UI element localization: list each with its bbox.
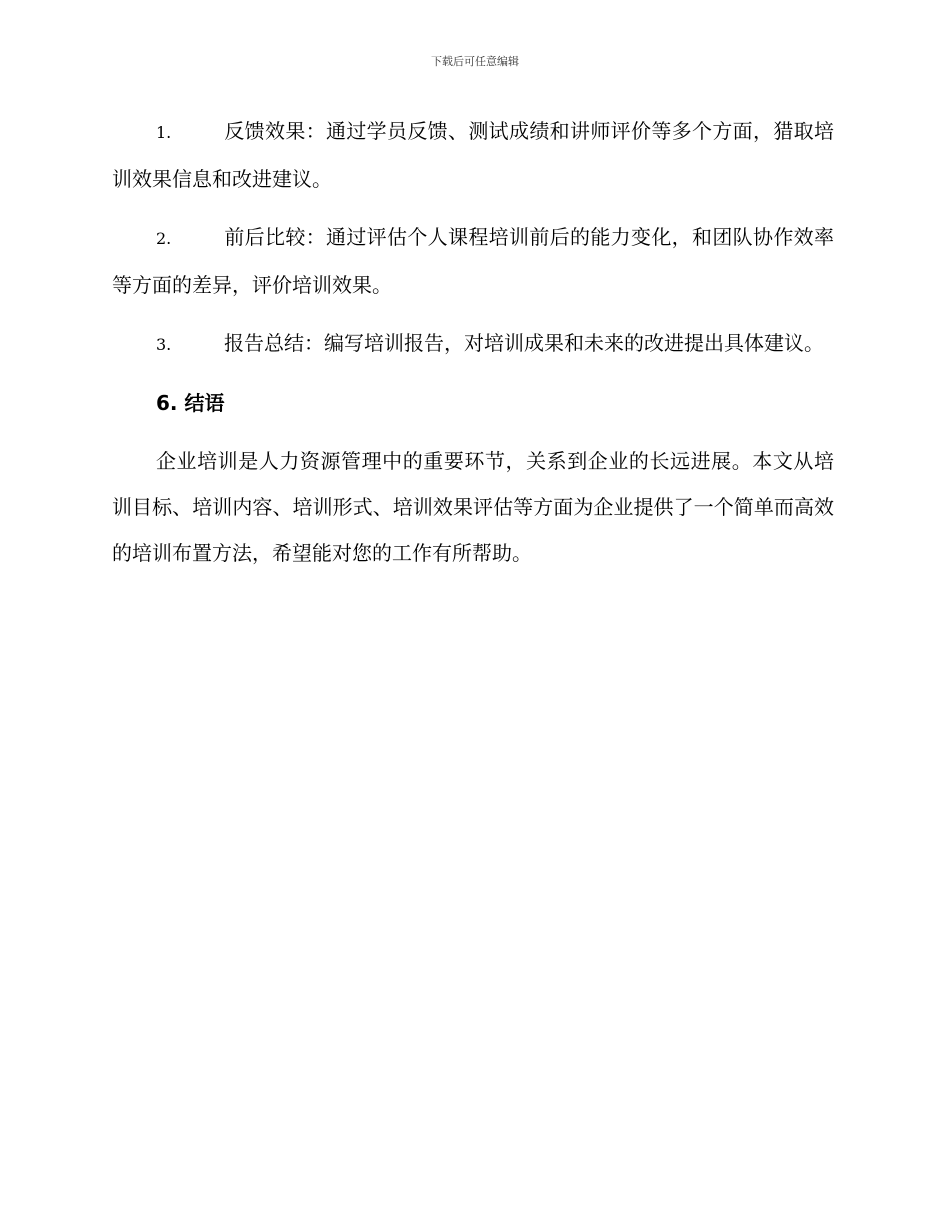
section-heading: 6. 结语 (156, 391, 225, 415)
conclusion-paragraph: 企业培训是人力资源管理中的重要环节，关系到企业的长远进展。本文从培训目标、培训内容、培训形式、培训效果评估等方面为企业提供了一个简单而高效的培训布置方法，希望能对您的工作有所帮助。 (112, 449, 834, 565)
list-item (112, 108, 834, 202)
list-item-number: 3. (156, 335, 172, 354)
list-item-text: 前后比较：通过评估个人课程培训前后的能力变化，和团队协作效率等方面的差异，评价培训效果。 (112, 225, 834, 297)
list-item-text: 反馈效果：通过学员反馈、测试成绩和讲师评价等多个方面，猎取培训效果信息和改进建议。 (112, 119, 834, 191)
list-item (112, 214, 834, 308)
header-note: 下载后可任意编辑 (431, 55, 519, 68)
list-item-text: 报告总结：编写培训报告，对培训成果和未来的改进提出具体建议。 (224, 331, 824, 355)
list-item (112, 320, 834, 368)
list-item-number: 1. (156, 123, 172, 142)
document-body (112, 108, 834, 576)
list-item-number: 2. (156, 229, 172, 248)
